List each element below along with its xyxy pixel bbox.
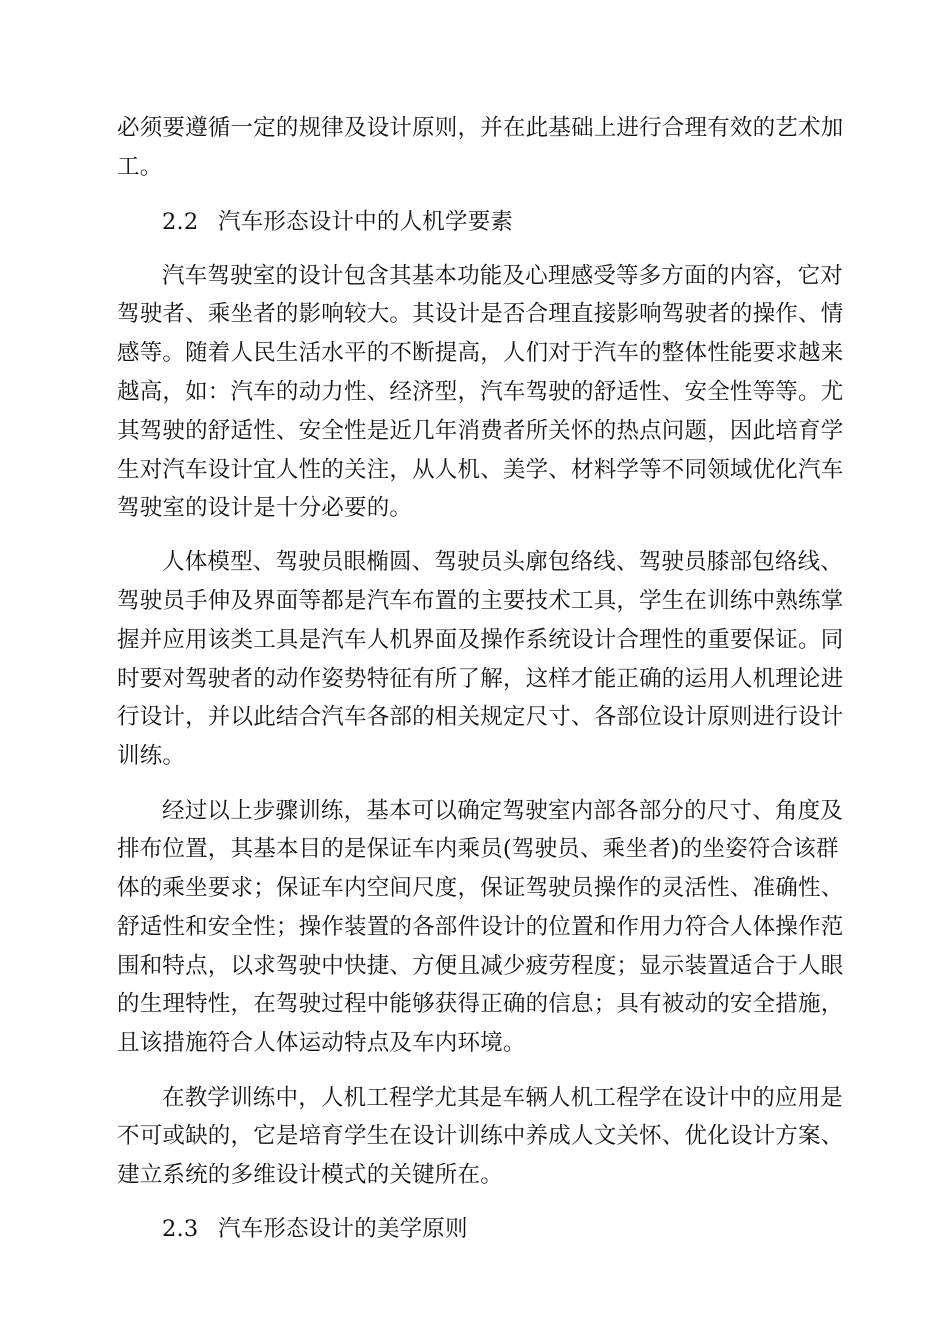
text-line: 必须要遵循一定的规律及设计原则，并在此基础上进行合理有效的艺术加	[117, 115, 844, 141]
text-line: 在教学训练中，人机工程学尤其是车辆人机工程学在设计中的应用是	[162, 1085, 844, 1111]
text-line: 行设计，并以此结合汽车各部的相关规定尺寸、各部位设计原则进行设计	[117, 704, 844, 730]
section-title: 汽车形态设计中的人机学要素	[218, 209, 514, 235]
text-line: 驾驶室的设计是十分必要的。	[117, 495, 413, 521]
text-line: 建立系统的多维设计模式的关键所在。	[117, 1162, 503, 1188]
text-line: 围和特点，以求驾驶中快捷、方便且减少疲劳程度；显示装置适合于人眼	[117, 953, 844, 979]
text-line: 时要对驾驶者的动作姿势特征有所了解，这样才能正确的运用人机理论进	[117, 666, 844, 692]
text-line: 生对汽车设计宜人性的关注，从人机、美学、材料学等不同领域优化汽车	[117, 457, 844, 483]
text-line: 人体模型、驾驶员眼椭圆、驾驶员头廓包络线、驾驶员膝部包络线、	[162, 549, 844, 575]
text-line: 工。	[117, 154, 163, 180]
text-line: 驾驶员手伸及界面等都是汽车布置的主要技术工具，学生在训练中熟练掌	[117, 588, 844, 614]
text-line: 且该措施符合人体运动特点及车内环境。	[117, 1030, 526, 1056]
section-heading-2-2	[162, 208, 513, 236]
section-number: 2.3	[162, 1216, 199, 1242]
text-line: 不可或缺的，它是培育学生在设计训练中养成人文关怀、优化设计方案、	[117, 1123, 844, 1149]
section-number: 2.2	[162, 209, 199, 235]
section-heading-2-3	[162, 1215, 468, 1243]
text-line: 排布位置，其基本目的是保证车内乘员(驾驶员、乘坐者)的坐姿符合该群	[117, 836, 839, 862]
text-line: 其驾驶的舒适性、安全性是近几年消费者所关怀的热点问题，因此培育学	[117, 418, 844, 444]
text-line: 体的乘坐要求；保证车内空间尺度，保证驾驶员操作的灵活性、准确性、	[117, 875, 844, 901]
text-line: 握并应用该类工具是汽车人机界面及操作系统设计合理性的重要保证。同	[117, 627, 844, 653]
section-title: 汽车形态设计的美学原则	[218, 1216, 468, 1242]
text-line: 舒适性和安全性；操作装置的各部件设计的位置和作用力符合人体操作范	[117, 914, 844, 940]
text-line: 越高，如：汽车的动力性、经济型，汽车驾驶的舒适性、安全性等等。尤	[117, 379, 844, 405]
text-line: 经过以上步骤训练，基本可以确定驾驶室内部各部分的尺寸、角度及	[162, 798, 844, 824]
text-line: 感等。随着人民生活水平的不断提高，人们对于汽车的整体性能要求越来	[117, 340, 844, 366]
text-line: 汽车驾驶室的设计包含其基本功能及心理感受等多方面的内容，它对	[162, 263, 844, 289]
text-line: 的生理特性，在驾驶过程中能够获得正确的信息；具有被动的安全措施，	[117, 991, 844, 1017]
text-line: 驾驶者、乘坐者的影响较大。其设计是否合理直接影响驾驶者的操作、情	[117, 301, 844, 327]
text-line: 训练。	[117, 743, 186, 769]
